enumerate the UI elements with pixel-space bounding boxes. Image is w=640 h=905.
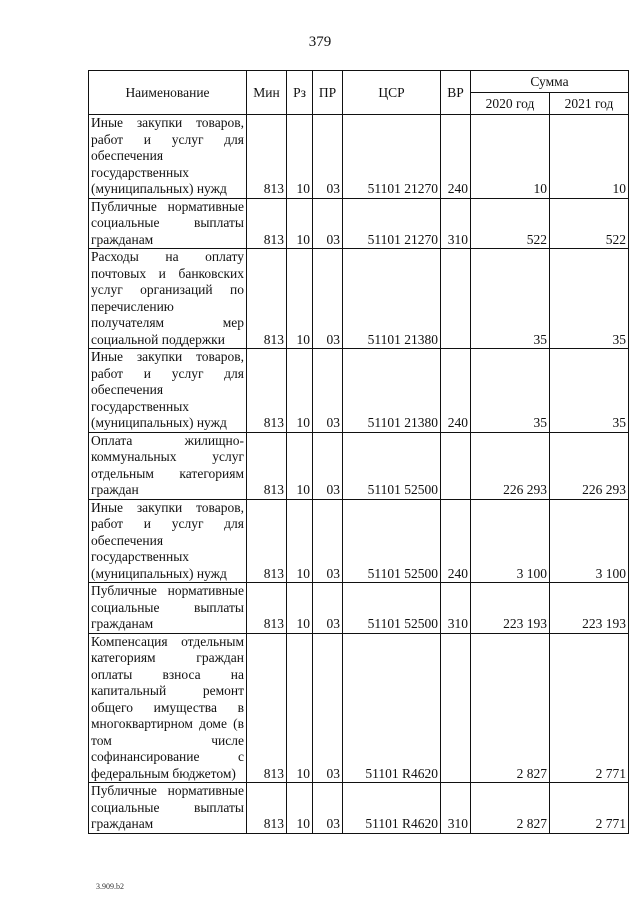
table-row xyxy=(89,249,629,349)
row-pr: 03 xyxy=(313,633,343,783)
row-sum-2020: 2 827 xyxy=(471,783,550,834)
row-min: 813 xyxy=(247,432,287,499)
row-sum-2021: 35 xyxy=(550,249,629,349)
row-sum-2020: 223 193 xyxy=(471,583,550,634)
row-rz: 10 xyxy=(287,783,313,834)
header-rz: Рз xyxy=(287,71,313,115)
row-vr: 240 xyxy=(441,115,471,199)
row-pr: 03 xyxy=(313,432,343,499)
table-row xyxy=(89,198,629,249)
row-sum-2021: 226 293 xyxy=(550,432,629,499)
row-vr: 240 xyxy=(441,349,471,433)
row-name: Компенсация отдельным категориям граждан оплаты взноса на капитальный ремонт общего имущества в многоквартирном доме (в том числе софинансирование с федеральным бюджетом) xyxy=(89,633,247,783)
row-sum-2020: 35 xyxy=(471,249,550,349)
row-vr xyxy=(441,249,471,349)
row-name: Расходы на оплату почтовых и банковских услуг организаций по перечислению получателям мер социальной поддержки xyxy=(89,249,247,349)
row-csr: 51101 R4620 xyxy=(343,783,441,834)
row-rz: 10 xyxy=(287,432,313,499)
row-pr: 03 xyxy=(313,349,343,433)
header-vr: ВР xyxy=(441,71,471,115)
row-sum-2021: 35 xyxy=(550,349,629,433)
row-vr: 310 xyxy=(441,583,471,634)
table-row xyxy=(89,115,629,199)
row-sum-2020: 3 100 xyxy=(471,499,550,583)
row-csr: 51101 21380 xyxy=(343,249,441,349)
row-pr: 03 xyxy=(313,499,343,583)
header-csr: ЦСР xyxy=(343,71,441,115)
row-sum-2020: 35 xyxy=(471,349,550,433)
row-sum-2020: 10 xyxy=(471,115,550,199)
row-min: 813 xyxy=(247,633,287,783)
table-row xyxy=(89,432,629,499)
row-rz: 10 xyxy=(287,499,313,583)
row-vr: 310 xyxy=(441,198,471,249)
row-sum-2020: 226 293 xyxy=(471,432,550,499)
row-name: Иные закупки товаров, работ и услуг для обеспечения государственных (муниципальных) нужд xyxy=(89,499,247,583)
row-rz: 10 xyxy=(287,249,313,349)
row-min: 813 xyxy=(247,583,287,634)
row-sum-2020: 522 xyxy=(471,198,550,249)
row-sum-2021: 10 xyxy=(550,115,629,199)
row-min: 813 xyxy=(247,499,287,583)
row-sum-2021: 2 771 xyxy=(550,783,629,834)
row-sum-2021: 3 100 xyxy=(550,499,629,583)
header-year-2020: 2020 год xyxy=(471,93,550,115)
row-vr xyxy=(441,633,471,783)
row-name: Иные закупки товаров, работ и услуг для обеспечения государственных (муниципальных) нужд xyxy=(89,349,247,433)
row-csr: 51101 R4620 xyxy=(343,633,441,783)
row-vr: 310 xyxy=(441,783,471,834)
footer-code: 3.909.b2 xyxy=(96,882,124,891)
header-name: Наименование xyxy=(89,71,247,115)
row-pr: 03 xyxy=(313,249,343,349)
row-csr: 51101 21270 xyxy=(343,198,441,249)
row-sum-2021: 522 xyxy=(550,198,629,249)
row-csr: 51101 52500 xyxy=(343,499,441,583)
row-csr: 51101 52500 xyxy=(343,583,441,634)
row-min: 813 xyxy=(247,198,287,249)
table-row xyxy=(89,633,629,783)
row-rz: 10 xyxy=(287,349,313,433)
row-csr: 51101 21380 xyxy=(343,349,441,433)
table-row xyxy=(89,783,629,834)
header-pr: ПР xyxy=(313,71,343,115)
row-pr: 03 xyxy=(313,115,343,199)
row-pr: 03 xyxy=(313,583,343,634)
row-min: 813 xyxy=(247,115,287,199)
row-min: 813 xyxy=(247,783,287,834)
row-pr: 03 xyxy=(313,783,343,834)
row-vr xyxy=(441,432,471,499)
header-min: Мин xyxy=(247,71,287,115)
row-name: Иные закупки товаров, работ и услуг для обеспечения государственных (муниципальных) нужд xyxy=(89,115,247,199)
header-year-2021: 2021 год xyxy=(550,93,629,115)
row-name: Публичные нормативные социальные выплаты гражданам xyxy=(89,198,247,249)
row-csr: 51101 21270 xyxy=(343,115,441,199)
row-min: 813 xyxy=(247,249,287,349)
row-vr: 240 xyxy=(441,499,471,583)
page-number: 379 xyxy=(308,34,332,50)
budget-table xyxy=(88,70,629,834)
row-rz: 10 xyxy=(287,198,313,249)
row-name: Публичные нормативные социальные выплаты гражданам xyxy=(89,783,247,834)
table-row xyxy=(89,349,629,433)
row-rz: 10 xyxy=(287,115,313,199)
row-rz: 10 xyxy=(287,633,313,783)
table-row xyxy=(89,499,629,583)
row-sum-2021: 2 771 xyxy=(550,633,629,783)
row-sum-2021: 223 193 xyxy=(550,583,629,634)
row-name: Публичные нормативные социальные выплаты гражданам xyxy=(89,583,247,634)
row-sum-2020: 2 827 xyxy=(471,633,550,783)
row-name: Оплата жилищно-коммунальных услуг отдельным категориям граждан xyxy=(89,432,247,499)
row-pr: 03 xyxy=(313,198,343,249)
header-sum: Сумма xyxy=(471,71,629,93)
row-min: 813 xyxy=(247,349,287,433)
row-csr: 51101 52500 xyxy=(343,432,441,499)
row-rz: 10 xyxy=(287,583,313,634)
table-row xyxy=(89,583,629,634)
